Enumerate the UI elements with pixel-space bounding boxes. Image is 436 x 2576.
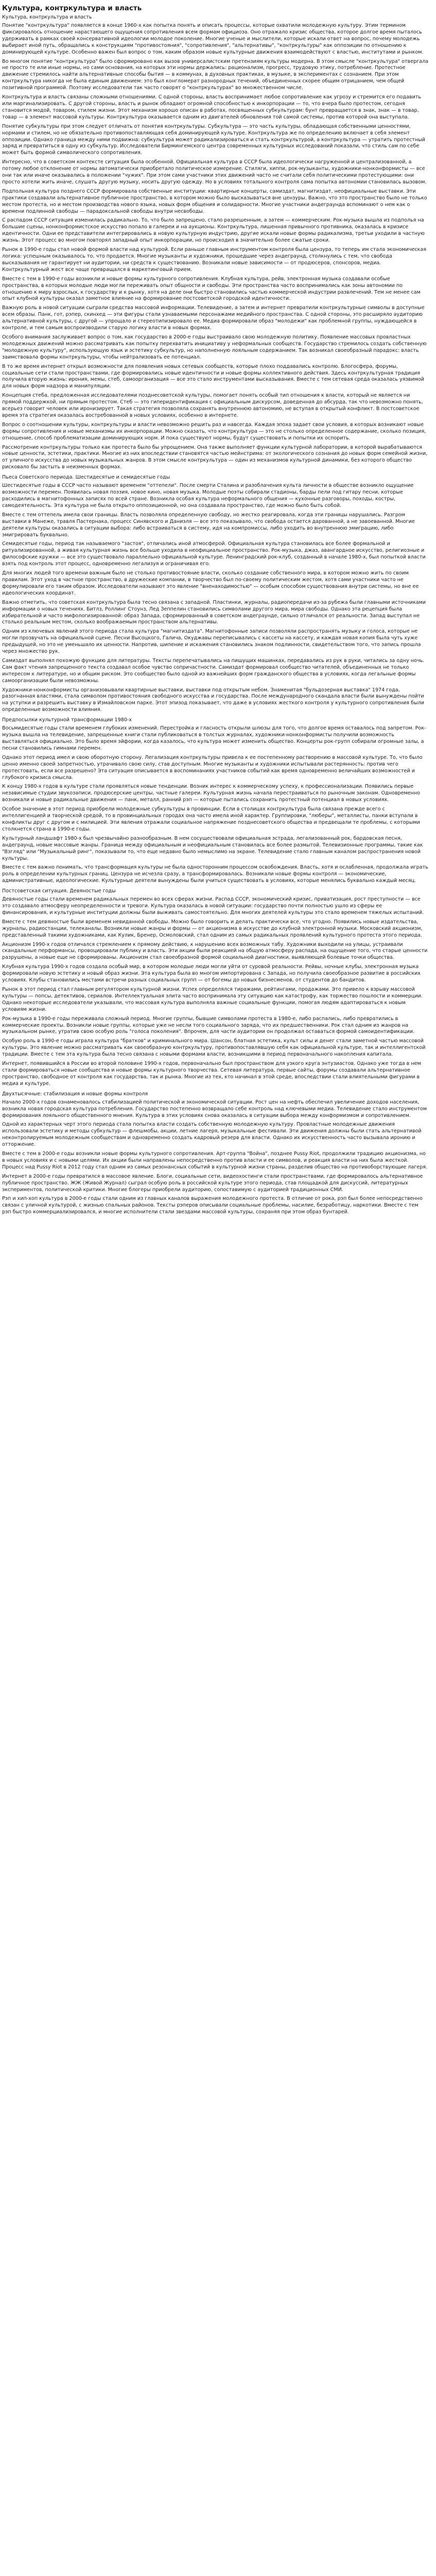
paragraph: Рынок в 1990-е годы стал новой формой власти над культурой. Если раньше главным инструментом контроля была цензура, то теперь им стала экономическая логика: успешным оказывалось то, что продается. Многие музыканты и художники, прошедшие через андеграунд, столкнулись с тем, что свобода высказывания не гарантирует ни аудитории, ни средств к существованию. Возникали новые зависимости — от продюсеров, спонсоров, медиа. Контркультурный жест все чаще превращался в маркетинговый прием. xyxy=(2,247,427,273)
paragraph: Подпольная культура позднего СССР формировала собственные институции: квартирные концерты, самиздат, магнитиздат, неофициальные выставки. Эти практики создавали альтернативное публичное пространство, в котором можно было высказываться вне цензуры. Важно, что это пространство было не только местом протеста, но и местом производства нового языка, новых форм общения и солидарности. Многие участники андеграунда вспоминают о нем как о времени подлинной свободы — парадоксальной свободы внутри несвободы. xyxy=(2,188,427,214)
article-title: Культура, контркультура и власть xyxy=(2,4,142,12)
paragraph: Понятие субкультуры при этом следует отличать от понятия контркультуры. Субкультура — это часть культуры, обладающая собственными ценностями, нормами и стилем, но не обязательно противопоставляющая себя доминирующей культуре. Контркультура же по определению включает в себя элемент оппозиции. Однако граница между ними подвижна: субкультура может радикализироваться и стать контркультурой, а контркультура — утратить протестный заряд и превратиться в одну из субкультур. Исследователи Бирмингемского центра современных культурных исследований показали, что стиль сам по себе может быть формой символического сопротивления. xyxy=(2,123,425,156)
paragraph: Вместе с тем девяностые были временем невиданной свободы. Можно было говорить и делать практически все, что угодно. Появились новые издательства, журналы, радиостанции, телеканалы. Возникли новые жанры и формы — от акционизма в искусстве до клубной электронной музыки. Московский акционизм, представленный такими художниками, как Кулик, Бренер, Осмоловский, стал одним из самых радикальных проявлений культурного протеста этого периода. xyxy=(2,919,423,938)
paragraph: Для многих людей того времени важным было не столько противостояние власти, сколько создание собственного мира, в котором можно жить по своим правилам. Этот уход в частное пространство, в дружеские компании, в творчество был по-своему политическим жестом, хотя сами участники часто не формулировали его таким образом. Исследователи называют это явление "вненаходимостью" — особым способом существования внутри системы, но вне ее идеологических координат. xyxy=(2,570,419,596)
section-heading: Двухтысячные: стабилизация и новые формы контроля xyxy=(2,1091,148,1097)
paragraph: Вместе с тем в 2000-е годы возникли новые формы культурного сопротивления. Арт-группа "Война", позднее Pussy Riot, продолжили традицию акционизма, но в новых условиях и с новыми целями. Их акции были направлены непосредственно против власти и ее символов, и реакция власти на них была жесткой. Процесс над Pussy Riot в 2012 году стал одним из самых резонансных событий в культурной жизни страны, разделив общество на противоборствующие лагеря. xyxy=(2,1151,428,1170)
paragraph: Художники-нонконформисты организовывали квартирные выставки, выставки под открытым небом. Знаменитая "бульдозерная выставка" 1974 года, разогнанная властями, стала символом противостояния свободного искусства и государства. После международного скандала власти были вынуждены пойти на уступки и разрешить выставку в Измайловском парке. Этот эпизод показывает, что даже в условиях жесткого контроля у культурного сопротивления были определенные возможности влияния. xyxy=(2,687,424,713)
article-page xyxy=(0,0,436,1223)
article-body-section-3 xyxy=(2,725,429,885)
article-body-section-2 xyxy=(2,483,429,714)
paragraph: Вопрос о соотношении культуры, контркультуры и власти невозможно решить раз и навсегда. Каждая эпоха задает свои условия, в которых возникают новые формы сопротивления и новые механизмы их инкорпорации. Можно сказать, что контркультура — это не столько определенное содержание, сколько позиция, отношение, способ проблематизации доминирующих норм. И пока существуют нормы, будут существовать и попытки их оспорить. xyxy=(2,421,426,441)
paragraph: Контркультура и власть связаны сложными отношениями. С одной стороны, власть воспринимает любое сопротивление как угрозу и стремится его подавить или маргинализировать. С другой стороны, власть и рынок обладают огромной способностью к инкорпорации — то, что вчера было протестом, сегодня становится модой, товаром, стилем жизни. Этот механизм хорошо описан в работах, посвященных субкультурам: бунт превращается в знак, знак — в товар, товар — в элемент массовой культуры. Контркультура оказывается одним из двигателей обновления той самой системы, против которой она выступала. xyxy=(2,94,422,120)
section-heading: Постсоветская ситуация. Девяностые годы xyxy=(2,888,116,894)
article-body-section-1 xyxy=(2,23,429,471)
article-body-section-5 xyxy=(2,1099,429,1216)
paragraph: Важную роль в новой ситуации сыграли средства массовой информации. Телевидение, а затем и интернет превратили контркультурные символы в доступные всем образы. Панк, гот, рэпер, скинхед — эти фигуры стали узнаваемыми персонажами медийного пространства. С одной стороны, это расширяло аудиторию альтернативной культуры, с другой — упрощало и стереотипизировало ее. Медиа формировали образ "молодежи" как проблемной группы, нуждающейся в контроле, и тем самым воспроизводили старую логику власти в новых формах. xyxy=(2,305,425,331)
paragraph: Семидесятые годы, период так называемого "застоя", отличались иной атмосферой. Официальная культура становилась все более формальной и ритуализированной, а живая культурная жизнь все больше уходила в неофициальное пространство. Рок-музыка, джаз, авангардное искусство, религиозные и философские кружки — все это существовало параллельно официальной культуре. Ленинградский рок-клуб, созданный в начале 1980-х, был попыткой власти взять под контроль этот процесс, одновременно легализуя и ограничивая его. xyxy=(2,541,426,567)
paragraph: Начало 2000-х годов ознаменовалось стабилизацией политической и экономической ситуации. Рост цен на нефть обеспечил увеличение доходов населения, возникла новая городская культура потребления. Государство постепенно возвращало себе контроль над ключевыми медиа. Телевидение стало инструментом формирования лояльного общественного мнения. Культура в этих условиях снова оказалась в ситуации выбора между конформизмом и сопротивлением. xyxy=(2,1099,427,1118)
paragraph: Одним из ключевых явлений этого периода стала культура "магнитиздата". Магнитофонные записи позволяли распространять музыку и голоса, которые не могли прозвучать на официальной сцене. Песни Высоцкого, Галича, Окуджавы переписывались с кассеты на кассету, и каждая новая копия была чуть хуже предыдущей, но это не уменьшало их ценности. Напротив, шипение и искажения становились знаком подлинности, свидетельством того, что запись прошла через множество рук. xyxy=(2,629,421,655)
paragraph: Акционизм 1990-х годов отличался стремлением к прямому действию, к нарушению всех возможных табу. Художники выходили на улицы, устраивали скандальные перформансы, провоцировали публику и власть. Эти акции были реакцией на общую атмосферу распада, на ощущение того, что старые ценности разрушены, а новые еще не сформированы. Акционизм стал своеобразной формой социальной диагностики, выявляющей болевые точки общества. xyxy=(2,941,428,961)
paragraph: Культурный ландшафт 1980-х был чрезвычайно разнообразным. В нем сосуществовали официальная эстрада, легализованный рок, бардовская песня, андеграунд, новые массовые жанры. Граница между официальным и неофициальным становилась все более размытой. Телевизионные программы, такие как "Взгляд" или "Музыкальный ринг", показывали то, что еще недавно было немыслимо на экране. Телевидение стало главным каналом распространения новой культуры. xyxy=(2,835,423,861)
paragraph: Вместе с тем важно понимать, что трансформация культуры не была односторонним процессом освобождения. Власть, хотя и ослабленная, продолжала играть роль в определении культурных границ. Цензура не исчезла сразу, а трансформировалась. Возникали новые формы контроля — экономические, административные, идеологические. Культурные деятели вынуждены были учиться существовать в условиях, которые менялись буквально каждый месяц. xyxy=(2,865,428,884)
paragraph: Девяностые годы стали временем радикальных перемен во всех сферах жизни. Распад СССР, экономический кризис, приватизация, рост преступности — все это создавало атмосферу неопределенности и тревоги. Культура оказалась в новой ситуации: государство почти полностью ушло из сферы ее финансирования, и культурные институции должны были выживать самостоятельно. Для многих деятелей культуры это стало временем тяжелых испытаний. xyxy=(2,896,424,916)
section-heading: Предпосылки культурной трансформации 1980-х xyxy=(2,717,132,723)
article-subtitle: Культура, контркультура и власть xyxy=(2,14,92,20)
paragraph: Особое значение в этот период приобрели молодежные субкультуры в провинции. Если в столицах контркультура была связана прежде всего с интеллигенцией и творческой средой, то в провинциальных городах она часто имела иной характер. Группировки, "люберы", металлисты, панки вступали в конфликты друг с другом и с милицией. Эти явления отражали социальное напряжение позднесоветского общества и предвещали те проблемы, с которыми столкнется страна в 1990-е годы. xyxy=(2,806,420,832)
paragraph: Одной из характерных черт этого периода стала попытка власти создать собственную молодежную культуру. Провластные молодежные движения использовали эстетику и методы субкультур — флешмобы, акции, летние лагеря, музыкальные фестивали. Эти движения должны были стать альтернативой неконтролируемым молодежным сообществам и одновременно создать кадровый резерв для власти. Однако их искусственность часто вызывала иронию и отторжение. xyxy=(2,1122,422,1148)
paragraph: Концепция стеба, предложенная исследователями позднесоветской культуры, помогает понять особый тип отношения к власти, который не является ни прямой поддержкой, ни прямым протестом. Стеб — это гиперидентификация с официальным дискурсом, доведенная до абсурда, так что невозможно понять, всерьез говорит человек или иронизирует. Такая стратегия позволяла сохранять внутреннюю автономию, не вступая в открытый конфликт. В постсоветское время эта стратегия оказалась востребованной в новых условиях, особенно в интернете. xyxy=(2,393,423,418)
paragraph: Интернет в 2000-е годы превратился в массовое явление. Блоги, социальные сети, видеохостинги стали пространствами, где формировалось альтернативное публичное пространство. ЖЖ (Живой Журнал) сыграл особую роль в российской культуре этого периода, став площадкой для дискуссий, литературных экспериментов, политической критики. Многие блогеры приобрели аудиторию, сопоставимую с аудиторией традиционных СМИ. xyxy=(2,1173,423,1193)
section-heading: Пьеса Советского периода. Шестидесятые и семидесятые годы xyxy=(2,474,170,481)
paragraph: Рынок в этот период стал главным регулятором культурной жизни. Успех определялся тиражами, рейтингами, продажами. Это привело к взрыву массовой культуры — попсы, детективов, сериалов. Интеллектуальная элита часто воспринимала эту ситуацию как катастрофу, как торжество пошлости и коммерции. Однако некоторые исследователи указывали, что массовая культура выполняла важные социальные функции, помогая людям адаптироваться к новым условиям жизни. xyxy=(2,987,423,1012)
paragraph: Особую роль в 1990-е годы играла культура "братков" и криминального мира. Шансон, блатная эстетика, культ силы и денег стали заметной частью массовой культуры. Это явление можно рассматривать как своеобразную контркультуру, противопоставлявшую себя как официальной культуре, так и интеллигентской традиции. Вместе с тем эта культура была тесно связана с новыми формами власти, возникшими в период первоначального накопления капитала. xyxy=(2,1038,426,1058)
paragraph: Интернет, появившийся в России во второй половине 1990-х годов, первоначально был пространством для узкого круга энтузиастов. Однако уже тогда в нем стали формироваться новые сообщества и новые формы культурного творчества. Сетевая литература, первые сайты, форумы создавали альтернативное пространство, свободное от контроля как государства, так и рынка. Многие из тех, кто начинал в этой среде, впоследствии стали влиятельными фигурами в медиа и культуре. xyxy=(2,1061,421,1087)
paragraph: Вместе с тем в 1990-е годы возникли и новые формы культурного сопротивления. Клубная культура, рейв, электронная музыка создавали особые пространства, в которых молодые люди могли переживать опыт общности и свободы. Эти пространства часто воспринимались как зоны автономии по отношению к миру взрослых, к государству и к рынку, хотя на деле они быстро становились частью коммерческой индустрии развлечений. Тем не менее сам опыт клубной культуры оказал заметное влияние на формирование постсоветской городской идентичности. xyxy=(2,276,421,302)
paragraph: Шестидесятые годы в СССР часто называют временем "оттепели". После смерти Сталина и разоблачения культа личности в обществе возникло ощущение возможности перемен. Появилась новая поэзия, новое кино, новая музыка. Молодые поэты собирали стадионы, барды пели под гитару песни, которые расходились в магнитофонных записях по всей стране. Возникла особая культура неформального общения — кухонные разговоры, походы, костры, самодеятельность. Эта культура не была открыто оппозиционной, но она создавала пространство, где можно было быть собой. xyxy=(2,483,414,509)
paragraph: Рассмотрение контркультуры только как протеста было бы упрощением. Она также выполняет функции культурной лаборатории, в которой вырабатываются новые ценности, эстетики, практики. Многие из них впоследствии становятся частью мейнстрима: от экологического сознания до новых форм семейной жизни, от уличного искусства до новых музыкальных жанров. В этом смысле контркультура — один из механизмов культурной динамики, без которого общество рисковало бы застыть в неизменных формах. xyxy=(2,444,428,470)
paragraph: Однако этот период имел и свою оборотную сторону. Легализация контркультуры привела к ее постепенному растворению в массовой культуре. То, что было ценно именно своей запретностью, утрачивало свою силу, став доступным. Многие музыканты и художники испытывали растерянность: против чего протестовать, если все разрешено? Эта ситуация описывается в воспоминаниях участников событий как время одновременно величайших возможностей и глубокого кризиса смысла. xyxy=(2,754,423,781)
paragraph: В то же время интернет открыл возможности для появления новых сетевых сообществ, которые плохо поддавались контролю. Блогосфера, форумы, социальные сети стали пространствами, где формировались новые идентичности и новые формы коллективного действия. Здесь контркультурная традиция получила вторую жизнь: ирония, мемы, стеб, самоорганизация — все это стало инструментами высказывания. Вместе с тем сетевая среда оказалась уязвимой для новых форм надзора и манипуляции. xyxy=(2,363,424,389)
paragraph: Рок-музыка в 1990-е годы переживала сложный период. Многие группы, бывшие символами протеста в 1980-е, либо распались, либо превратились в коммерческие проекты. Возникли новые группы, которые уже не несли того социального заряда, что их предшественники. Рок стал одним из жанров на музыкальном рынке, утратив свою особую роль "голоса поколения". Впрочем, для части аудитории он продолжал оставаться формой самоидентификации. xyxy=(2,1015,415,1035)
paragraph: Самиздат выполнял похожую функцию для литературы. Тексты перепечатывались на пишущих машинках, передавались из рук в руки, читались за одну ночь. Сам факт чтения запрещенного текста создавал особое чувство сопричастности. Самиздат формировал сообщество читателей, объединенных не только интересом к литературе, но и общим риском. Это сообщество было одной из важнейших форм гражданского общества в условиях, когда легальные формы самоорганизации были невозможны. xyxy=(2,657,425,684)
paragraph: Рэп и хип-хоп культура в 2000-е годы стали одним из главных каналов выражения молодежного протеста. В отличие от рока, рэп был более непосредственно связан с уличной культурой, с жизнью спальных районов. Тексты рэперов описывали социальные проблемы, насилие, безработицу, наркотики. Вместе с тем рэп быстро коммерциализировался, и многие исполнители стали звездами массовой культуры, сохраняя при этом образ бунтарей. xyxy=(2,1196,423,1215)
paragraph: Вместе с тем оттепель имела свои границы. Власть позволяла определенную свободу, но жестко реагировала, когда эти границы нарушались. Разгром выставки в Манеже, травля Пастернака, процесс Синявского и Даниэля — все это показывало, что свобода остается дарованной, а не завоеванной. Многие деятели культуры оказались в ситуации выбора: либо встраиваться в систему, идя на компромиссы, либо уходить во внутреннюю эмиграцию, либо эмигрировать буквально. xyxy=(2,512,415,538)
paragraph: Особого внимания заслуживает вопрос о том, как государство в 2000-е годы выстраивало свою молодежную политику. Появление массовых провластных молодежных движений можно рассматривать как попытку перехватить инициативу у неформальных сообществ. Государство стремилось создать собственную "молодежную культуру", использующую язык и эстетику субкультур, но наполненную лояльным содержанием. Так возникал своеобразный парадокс: власть заимствовала формы контркультуры, чтобы нейтрализовать ее потенциал. xyxy=(2,334,427,360)
paragraph: Клубная культура 1990-х годов создала особый мир, в котором молодые люди могли уйти от суровой реальности. Рейвы, ночные клубы, электронная музыка формировали новую эстетику и новый образ жизни. Эта культура была во многом импортирована с Запада, но получила своеобразное развитие в российских условиях. Клубы становились местами встречи разных социальных групп — от богемы до новых бизнесменов, от студентов до бандитов. xyxy=(2,964,421,984)
paragraph: Понятие "контркультура" появляется в конце 1960-х как попытка понять и описать процессы, которые охватили молодежную культуру. Этим термином фиксировалось отношение нарастающего ощущения сопротивления всем формам официоза. Оно отражало кризис общества, которое долгое время пыталось удерживать в рамках своей консервативной идеологии молодое поколение. Многие ученые и мыслители, которые искали ответ на вопрос, почему молодежь выбирает иной путь, обращались к конструкциям "противостояния", "сопротивления", "альтернативы", "контркультуры" как оппозиции по отношению к доминирующей культуре. Особенно важен был вопрос о том, каким образом новые культурные движения взаимодействуют с властью, институтами и рынком. xyxy=(2,23,424,55)
paragraph: Интересно, что в советском контексте ситуация была особенной. Официальная культура в СССР была идеологически нагруженной и централизованной, а потому любое отклонение от нормы автоматически приобретало политическое измерение. Стиляги, хиппи, рок-музыканты, художники-нонконформисты — все они так или иначе оказывались в положении "чужих". При этом сами участники этих движений часто не считали себя политическими протестующими: они просто хотели жить иначе, слушать другую музыку, носить другую одежду. Но в условиях тотального контроля сама попытка автономии становилась вызовом. xyxy=(2,159,427,185)
paragraph: Во многом понятие "контркультура" было сформировано как вызов универсалистским претензиям культуры модерна. В этом смысле "контркультура" отвергала не просто те или иные нормы, но сами основания, на которых эти нормы держались: рационализм, прогресс, трудовую этику, потребление. Протестное движение стремилось найти альтернативные способы бытия — в коммунах, в духовных практиках, в музыке, в экспериментах с сознанием. При этом контркультура никогда не была единым движением: это был конгломерат разнородных течений, объединенных скорее общим отрицанием, чем общей позитивной программой. Поэтому исследователи так часто говорят о "контркультурах" во множественном числе. xyxy=(2,58,429,91)
paragraph: К концу 1980-х годов в культуре стали проявляться новые тенденции. Возник интерес к коммерческому успеху, к профессионализации. Появились первые независимые студии звукозаписи, продюсерские центры, частные галереи. Культурная жизнь начала перестраиваться по рыночным законам. Одновременно возникали и новые радикальные движения — панк, металл, ранний рэп — которые пытались сохранить протестный потенциал в новых условиях. xyxy=(2,784,421,803)
paragraph: Важно отметить, что советская контркультура была тесно связана с западной. Пластинки, журналы, радиопередачи из-за рубежа были главными источниками информации о новых течениях. Битлз, Роллинг Стоунз, Лед Зеппелин становились символами другого мира, мира свободы. Однако эта рецепция была избирательной и часто мифологизированной: образ Запада, сформированный в советском андеграунде, сильно отличался от реальности. Запад выступал не столько реальным местом, сколько воображаемым пространством альтернативы. xyxy=(2,599,426,625)
paragraph: Восьмидесятые годы стали временем глубоких изменений. Перестройка и гласность открыли шлюзы для того, что долгое время оставалось под запретом. Рок-музыка вышла на телевидение, запрещенные книги стали публиковаться в толстых журналах, художники-нонконформисты получили возможность выставляться официально. Это было время эйфории, когда казалось, что культура может изменить общество. Концерты рок-групп собирали огромные залы, а песни становились гимнами перемен. xyxy=(2,725,426,751)
paragraph: С распадом СССР ситуация изменилась радикально. То, что было запрещено, стало разрешенным, а затем — коммерческим. Рок-музыка вышла из подполья на большие сцены, нонконформистское искусство попало в галереи и на аукционы. Контркультура, лишенная привычного противника, оказалась в кризисе идентичности. Одни ее представители интегрировались в новую культурную индустрию, другие искали новые формы радикализма, третьи уходили в частную жизнь. Этот процесс во многом повторял западный опыт инкорпорации, но происходил в значительно более сжатые сроки. xyxy=(2,217,425,244)
article-body-section-4 xyxy=(2,896,429,1088)
